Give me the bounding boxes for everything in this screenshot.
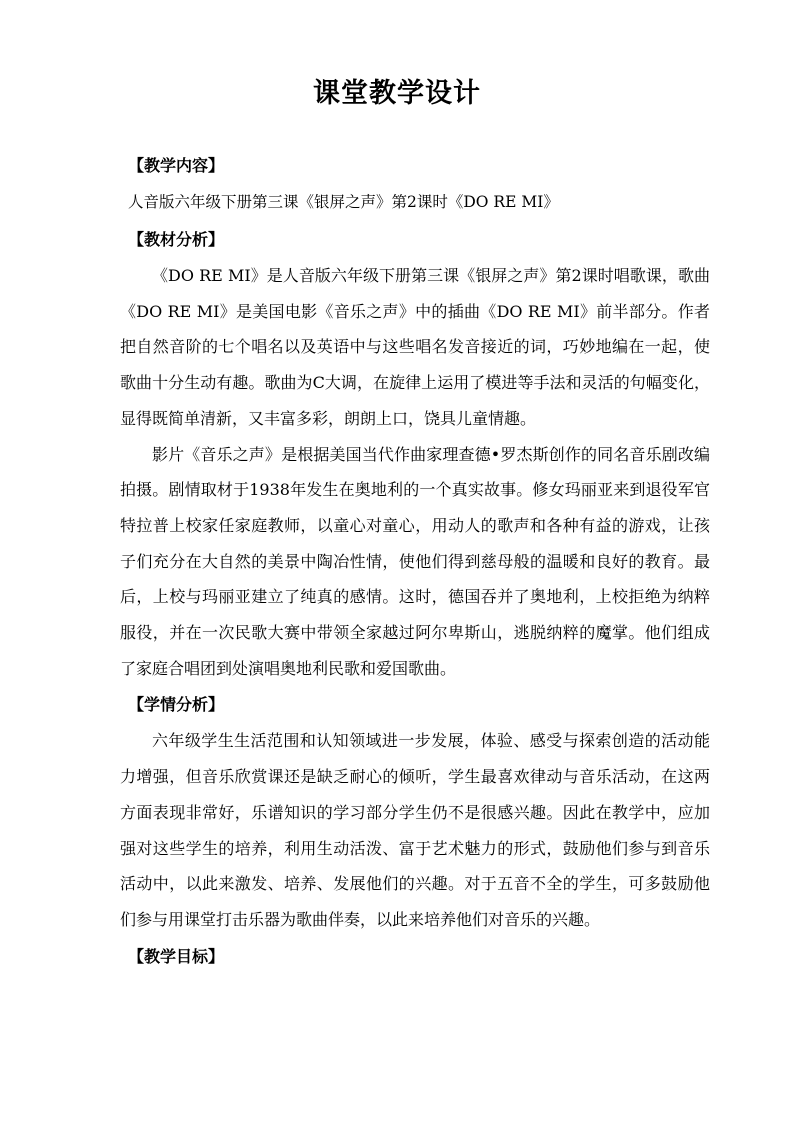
document-title: 课堂教学设计 <box>313 78 481 109</box>
document-body <box>120 147 710 975</box>
section-heading-student-analysis: 【学情分析】 <box>128 695 225 715</box>
section-heading-teaching-content: 【教学内容】 <box>128 156 225 175</box>
section-heading-material-analysis: 【教材分析】 <box>128 230 225 249</box>
student-analysis-paragraph: 六年级学生生活范围和认知领域进一步发展，体验、感受与探索创造的活动能力增强，但音乐欣赏课还是缺乏耐心的倾听，学生最喜欢律动与音乐活动，在这两方面表现非常好，乐谱知识的学习部分学生仍不是很感兴趣。因此在教学中，应加强对这些学生的培养，利用生动活泼、富于艺术魅力的形式，鼓励他们参与到音乐活动中，以此来激发、培养、发展他们的兴趣。对于五音不全的学生，可多鼓励他们参与用课堂打击乐器为歌曲伴奏，以此来培养他们对音乐的兴趣。 <box>120 731 710 929</box>
material-analysis-paragraph-1: 《DO RE MI》是人音版六年级下册第三课《银屏之声》第2课时唱歌课，歌曲《DO RE MI》是美国电影《音乐之声》中的插曲《DO RE MI》前半部分。作者把自然音阶的七个唱名以及英语中与这些唱名发音接近的词，巧妙地编在一起，使歌曲十分生动有趣。歌曲为C大调，在旋律上运用了模进等手法和灵活的句幅变化，显得既简单清新，又丰富多彩，朗朗上口，饶具儿童情趣。 <box>120 266 710 428</box>
material-analysis-paragraph-2: 影片《音乐之声》是根据美国当代作曲家理查德•罗杰斯创作的同名音乐剧改编拍摄。剧情取材于1938年发生在奥地利的一个真实故事。修女玛丽亚来到退役军官特拉普上校家任家庭教师，以童心对童心，用动人的歌声和各种有益的游戏，让孩子们充分在大自然的美景中陶冶性情，使他们得到慈母般的温暖和良好的教育。最后，上校与玛丽亚建立了纯真的感情。这时，德国吞并了奥地利，上校拒绝为纳粹服役，并在一次民歌大赛中带领全家越过阿尔卑斯山，逃脱纳粹的魔掌。他们组成了家庭合唱团到处演唱奥地利民歌和爱国歌曲。 <box>120 444 710 678</box>
teaching-content-text: 人音版六年级下册第三课《银屏之声》第2课时《DO RE MI》 <box>128 193 559 211</box>
section-heading-teaching-goals: 【教学目标】 <box>128 946 225 966</box>
